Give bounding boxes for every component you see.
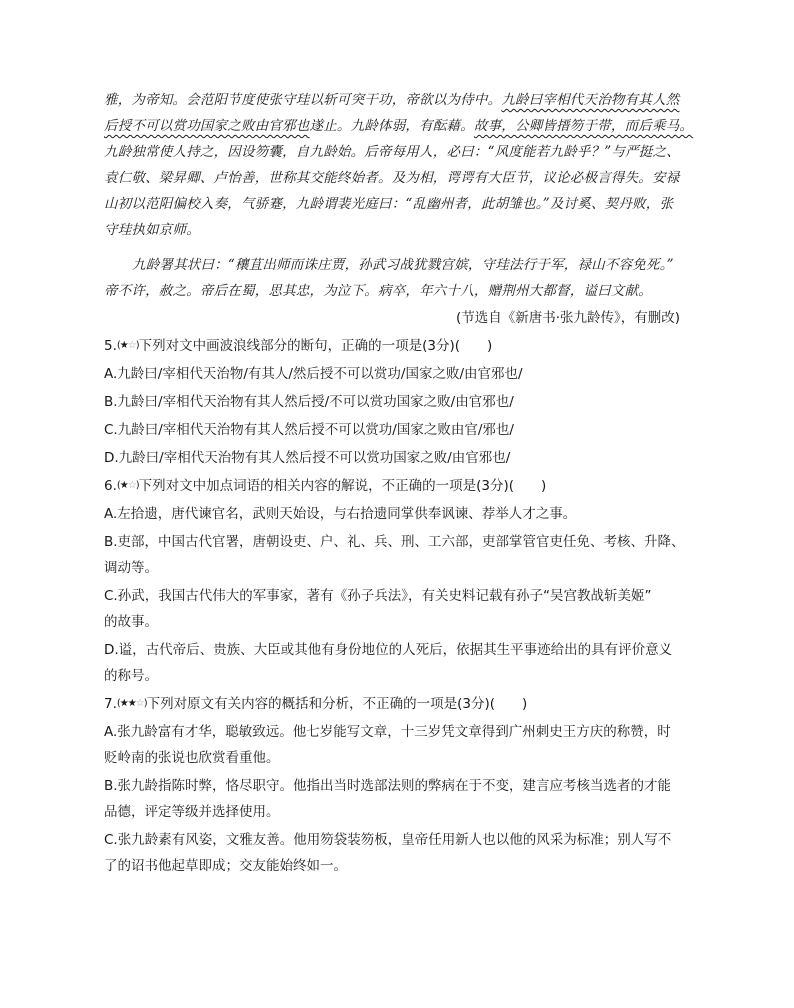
- question-5-option-c: C.九龄曰/宰相代天治物有其人然后授不可以赏功/国家之败由官/邪也/: [104, 422, 514, 438]
- difficulty-stars-icon: (★☆): [116, 340, 139, 351]
- question-6-option-c-line-1: C.孙武，我国古代伟大的军事家，著有《孙子兵法》，有关史料记载有孙子“吴宫教战斩美姬”: [104, 588, 652, 604]
- passage-line-8: 帝不许，赦之。帝后在蜀，思其忠，为泣下。病卒，年六十八，赠荆州大都督，谥曰文献。: [104, 283, 652, 299]
- question-6-option-c-line-2: 的故事。: [104, 614, 158, 630]
- passage-text: 雅，为帝知。会范阳节度使张守珪以斩可突干功，帝欲以为侍中。: [104, 92, 502, 108]
- difficulty-stars-icon: (★☆): [116, 480, 139, 491]
- question-6-stem: 6.(★☆)下列对文中加点词语的相关内容的解说，不正确的一项是(3分)( ): [104, 478, 547, 494]
- question-6-option-d-line-1: D.谥，古代帝后、贵族、大臣或其他有身份地位的人死后，依据其生平事迹给出的具有评价意义: [104, 642, 673, 658]
- question-7-option-b-line-1: B.张九龄指陈时弊，恪尽职守。他指出当时选部法则的弊病在于不变，建言应考核当选者的才能: [104, 778, 672, 794]
- question-6-option-b-line-1: B.吏部，中国古代官署，唐朝设吏、户、礼、兵、刑、工六部，吏部掌管官吏任免、考核、升降、: [104, 534, 685, 550]
- passage-line-3: 九龄独常使人持之，因设笏囊，自九龄始。后帝每用人，必曰：“风度能若九龄乎？”与严挺之、: [104, 144, 680, 160]
- passage-line-4: 袁仁敬、梁昇卿、卢怡善，世称其交能终始者。及为相，谔谔有大臣节，议论必极言得失。安禄: [104, 170, 680, 186]
- question-6-option-d-line-2: 的称号。: [104, 668, 158, 684]
- wavy-underlined-text: 故事，公卿皆搢笏于带，而后乘马。: [473, 118, 694, 134]
- question-7-option-c-line-2: 了的诏书他起草即成；交友能始终如一。: [104, 858, 347, 874]
- passage-line-1: [104, 90, 679, 110]
- passage-line-5: 山初以范阳偏校入奏，气骄蹇，九龄谓裴光庭曰：“乱幽州者，此胡雏也。”及讨奚、契丹败，张: [104, 196, 674, 212]
- difficulty-stars-icon: (★★☆): [116, 698, 147, 709]
- question-7-stem: 7.(★★☆)下列对原文有关内容的概括和分析，不正确的一项是(3分)( ): [104, 696, 528, 712]
- question-5-option-d: D.九龄曰/宰相代天治物有其人然后授不可以赏功国家之败/由官邪也/: [104, 450, 511, 466]
- question-5-stem: 5.(★☆)下列对文中画波浪线部分的断句，正确的一项是(3分)( ): [104, 338, 493, 354]
- passage-text: 遂止。九龄体弱，有酝藉。: [309, 118, 474, 134]
- question-7-option-a-line-1: A.张九龄富有才华，聪敏致远。他七岁能写文章，十三岁凭文章得到广州刺史王方庆的称赞，时: [104, 724, 671, 740]
- question-7-option-b-line-2: 品德，评定等级并选择使用。: [104, 804, 280, 820]
- passage-source: (节选自《新唐书·张九龄传》，有删改): [456, 310, 681, 326]
- question-7-option-c-line-1: C.张九龄素有风姿，文雅友善。他用笏袋装笏板，皇帝任用新人也以他的风采为标准；别人写不: [104, 832, 672, 848]
- passage-line-7: 九龄署其状曰：“穰苴出师而诛庄贾，孙武习战犹戮宫嫔，守珪法行于军，禄山不容免死。”: [132, 257, 674, 273]
- passage-line-6: 守珪执如京师。: [104, 222, 200, 238]
- question-7-option-a-line-2: 贬岭南的张说也欣赏看重他。: [104, 750, 280, 766]
- passage-line-2: [104, 116, 693, 136]
- wavy-underlined-text: 九龄曰宰相代天治物有其人然: [501, 92, 680, 108]
- question-6-option-a: A.左拾遗，唐代谏官名，武则天始设，与右拾遗同掌供奉讽谏、荐举人才之事。: [104, 506, 577, 522]
- question-5-option-b: B.九龄曰/宰相代天治物有其人然后授/不可以赏功国家之败/由官邪也/: [104, 394, 514, 410]
- question-6-option-b-line-2: 调动等。: [104, 560, 158, 576]
- question-5-option-a: A.九龄曰/宰相代天治物/有其人/然后授不可以赏功/国家之败/由官邪也/: [104, 366, 523, 382]
- wavy-underlined-text: 后授不可以赏功国家之败由官邪也: [104, 118, 310, 134]
